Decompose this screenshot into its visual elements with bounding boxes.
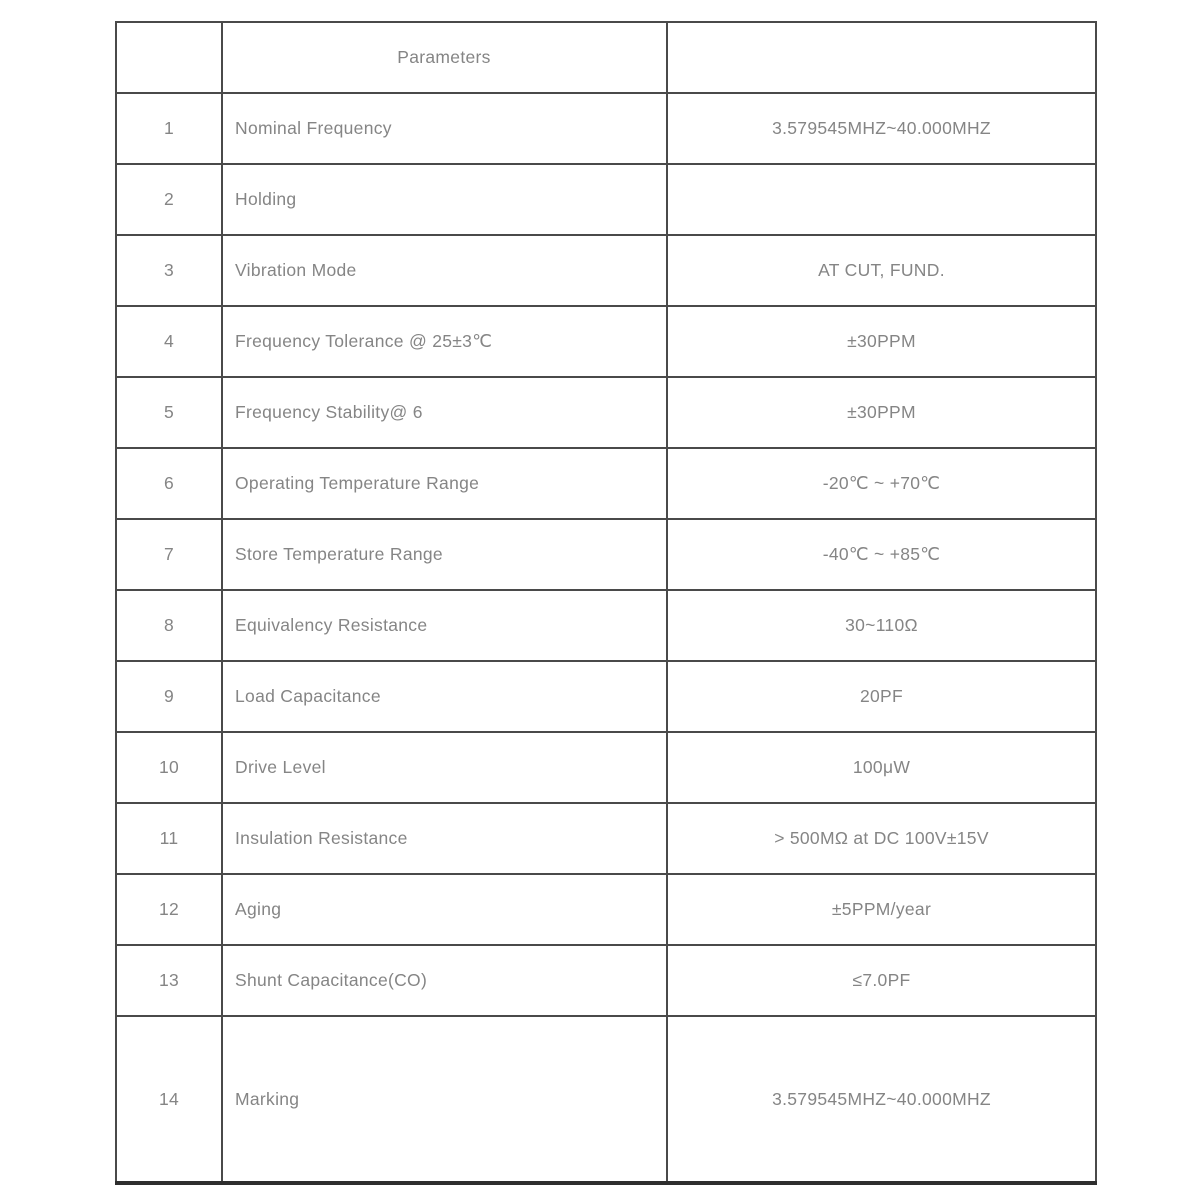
row-number-cell: 3	[116, 235, 222, 306]
row-value-cell: 100μW	[667, 732, 1096, 803]
table-row	[116, 590, 1096, 661]
spec-table	[115, 21, 1097, 1185]
row-number-cell: 6	[116, 448, 222, 519]
table-row	[116, 235, 1096, 306]
spec-table-body	[116, 93, 1096, 1183]
row-parameter-cell: Frequency Tolerance @ 25±3℃	[222, 306, 667, 377]
table-row	[116, 803, 1096, 874]
row-number-cell: 14	[116, 1016, 222, 1183]
table-row	[116, 874, 1096, 945]
table-row	[116, 945, 1096, 1016]
row-parameter-cell: Operating Temperature Range	[222, 448, 667, 519]
row-parameter-cell: Store Temperature Range	[222, 519, 667, 590]
table-row	[116, 93, 1096, 164]
row-value-cell: ±30PPM	[667, 306, 1096, 377]
row-parameter-cell: Load Capacitance	[222, 661, 667, 732]
row-value-cell: 3.579545MHZ~40.000MHZ	[667, 93, 1096, 164]
table-row	[116, 306, 1096, 377]
row-number-cell: 4	[116, 306, 222, 377]
row-value-cell: > 500MΩ at DC 100V±15V	[667, 803, 1096, 874]
row-parameter-cell: Drive Level	[222, 732, 667, 803]
row-parameter-cell: Marking	[222, 1016, 667, 1183]
row-value-cell: 30~110Ω	[667, 590, 1096, 661]
row-number-cell: 13	[116, 945, 222, 1016]
row-parameter-cell: Holding	[222, 164, 667, 235]
row-number-cell: 12	[116, 874, 222, 945]
spec-table-header-row	[116, 22, 1096, 93]
row-parameter-cell: Shunt Capacitance(CO)	[222, 945, 667, 1016]
row-number-cell: 2	[116, 164, 222, 235]
header-cell-value	[667, 22, 1096, 93]
table-row	[116, 377, 1096, 448]
row-parameter-cell: Vibration Mode	[222, 235, 667, 306]
row-number-cell: 5	[116, 377, 222, 448]
row-number-cell: 11	[116, 803, 222, 874]
row-parameter-cell: Aging	[222, 874, 667, 945]
table-row	[116, 1016, 1096, 1183]
row-parameter-cell: Insulation Resistance	[222, 803, 667, 874]
row-number-cell: 9	[116, 661, 222, 732]
table-row	[116, 164, 1096, 235]
table-row	[116, 519, 1096, 590]
row-number-cell: 7	[116, 519, 222, 590]
table-row	[116, 448, 1096, 519]
row-parameter-cell: Nominal Frequency	[222, 93, 667, 164]
row-value-cell: ≤7.0PF	[667, 945, 1096, 1016]
table-row	[116, 661, 1096, 732]
row-value-cell: ±30PPM	[667, 377, 1096, 448]
row-value-cell: -20℃ ~ +70℃	[667, 448, 1096, 519]
row-value-cell: -40℃ ~ +85℃	[667, 519, 1096, 590]
row-value-cell: ±5PPM/year	[667, 874, 1096, 945]
row-value-cell: AT CUT, FUND.	[667, 235, 1096, 306]
row-number-cell: 8	[116, 590, 222, 661]
row-parameter-cell: Frequency Stability@ 6	[222, 377, 667, 448]
header-cell-index	[116, 22, 222, 93]
row-value-cell	[667, 164, 1096, 235]
row-value-cell: 3.579545MHZ~40.000MHZ	[667, 1016, 1096, 1183]
row-value-cell: 20PF	[667, 661, 1096, 732]
table-row	[116, 732, 1096, 803]
row-parameter-cell: Equivalency Resistance	[222, 590, 667, 661]
row-number-cell: 1	[116, 93, 222, 164]
row-number-cell: 10	[116, 732, 222, 803]
header-cell-parameters: Parameters	[222, 22, 667, 93]
